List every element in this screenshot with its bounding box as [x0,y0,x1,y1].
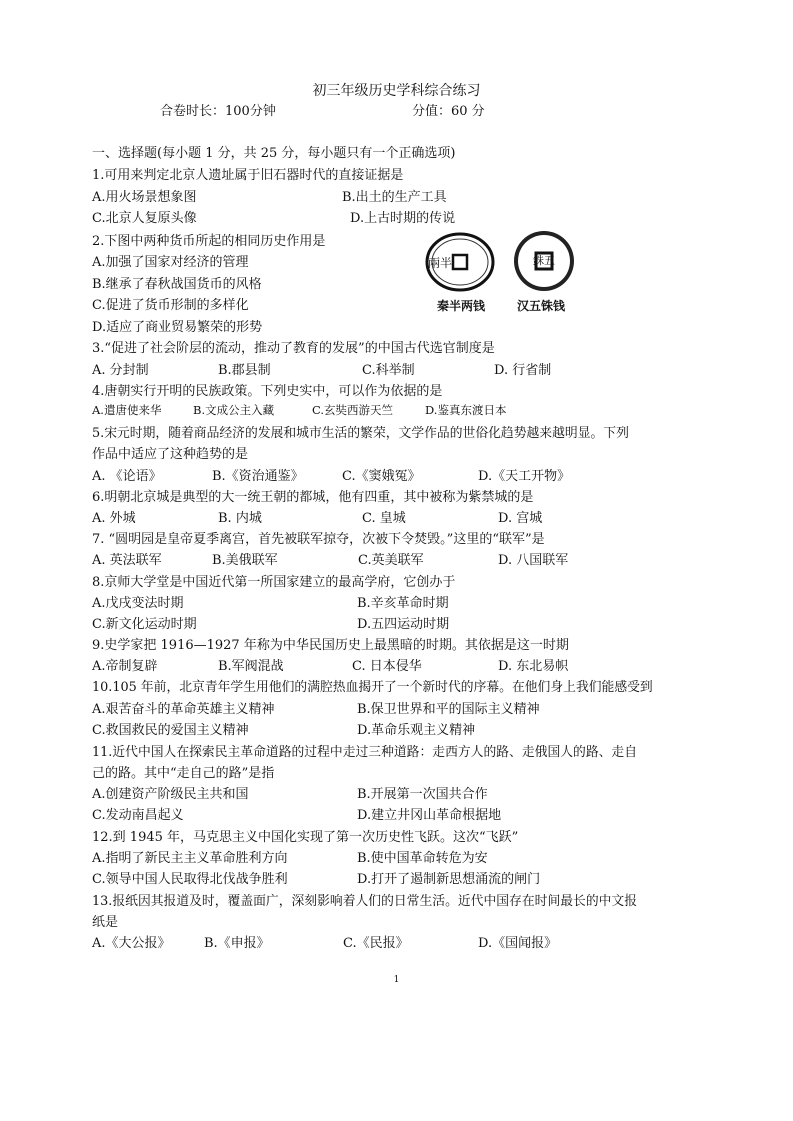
question-stem: 13.报纸因其报道及时，覆盖面广，深刻影响着人们的日常生活。近代中国存在时间最长的中文报 [92,894,638,909]
qin-banliang-coin-image [425,232,495,292]
question-stem: 5.宋元时期，随着商品经济的发展和城市生活的繁荣，文学作品的世俗化趋势越来越明显。下列 [92,426,629,441]
option-b: B.使中国革命转危为安 [357,851,488,866]
option-c: C.发动南昌起义 [92,808,184,823]
option-b: B.美俄联军 [212,553,278,568]
option-b: B.开展第一次国共合作 [357,787,488,802]
option-c: C.英美联军 [358,553,424,568]
option-d: D.革命乐观主义精神 [357,723,476,738]
option-a: A. 《论语》 [92,469,162,484]
option-d: D.《天工开物》 [478,469,571,484]
coin-char-left: 兩半 [427,256,453,270]
han-wuzhu-coin-image [512,230,576,292]
option-a: A.指明了新民主主义革命胜利方向 [92,851,288,866]
option-a: A.帝制复辟 [92,659,158,674]
option-c: C. 皇城 [362,511,406,526]
option-d: D.建立井冈山革命根据地 [357,808,502,823]
option-c: C.促进了货币形制的多样化 [92,298,249,313]
page-title: 初三年级历史学科综合练习 [312,83,481,99]
option-b: B.辛亥革命时期 [357,596,449,611]
option-b: B.出土的生产工具 [342,190,447,205]
coin-char-right: 銖五 [533,254,555,267]
option-c: C.《民报》 [343,936,409,951]
question-stem: 2.下图中两种货币所起的相同历史作用是 [92,234,326,249]
option-a: A. 外城 [92,511,136,526]
option-a: A.《大公报》 [92,936,171,951]
question-stem-cont: 己的路。其中“走自己的路”是指 [92,766,275,781]
question-stem: 4.唐朝实行开明的民族政策。下列史实中，可以作为依据的是 [92,384,443,399]
question-stem-cont: 作品中适应了这种趋势的是 [92,447,249,462]
option-a: A.加强了国家对经济的管理 [92,255,249,270]
option-d: D. 行省制 [494,363,552,378]
option-a: A. 英法联军 [92,553,162,568]
option-b: B.郡县制 [218,363,271,378]
option-b: B.保卫世界和平的国际主义精神 [357,702,540,717]
option-c: C.科举制 [362,363,415,378]
option-b: B.继承了春秋战国货币的风格 [92,277,262,292]
option-d: D.打开了遏制新思想涌流的闸门 [357,872,541,887]
option-c: C. 日本侵华 [352,659,422,674]
question-stem: 8.京师大学堂是中国近代第一所国家建立的最高学府，它创办于 [92,575,456,590]
option-c: C.北京人复原头像 [92,211,197,226]
option-b: B.文成公主入藏 [193,403,275,417]
question-stem: 3.“促进了社会阶层的流动，推动了教育的发展”的中国古代选官制度是 [92,341,495,356]
option-c: C.玄奘西游天竺 [312,403,394,417]
option-d: D.鉴真东渡日本 [425,403,507,417]
question-stem: 6.明朝北京城是典型的大一统王朝的都城，他有四重，其中被称为紫禁城的是 [92,490,534,505]
question-stem: 7. “圆明园是皇帝夏季离宫，首先被联军掠夺，次被下令焚毁。”这里的“联军”是 [92,532,545,547]
coin-label-right: 汉五铢钱 [517,299,566,313]
option-c: C.《窦娥冤》 [342,469,421,484]
option-a: A.用火场景想象图 [92,190,197,205]
question-stem: 10.105 年前，北京青年学生用他们的满腔热血揭开了一个新时代的序幕。在他们身上我们能感受到 [92,680,653,695]
coin-label-left: 秦半两钱 [437,299,486,313]
option-d: D. 宫城 [498,511,543,526]
option-b: B.《申报》 [204,936,270,951]
option-b: B.军阀混战 [218,659,284,674]
option-d: D.五四运动时期 [357,617,450,632]
exam-score: 分值：60 分 [412,104,485,119]
option-d: D.上古时期的传说 [350,211,456,226]
section-heading: 一、选择题(每小题 1 分，共 25 分，每小题只有一个正确选项) [92,146,456,161]
option-a: A.创建资产阶级民主共和国 [92,787,249,802]
option-c: C.领导中国人民取得北伐战争胜利 [92,872,288,887]
question-stem: 1.可用来判定北京人遗址属于旧石器时代的直接证据是 [92,168,404,183]
option-a: A.遣唐使来华 [92,403,162,417]
option-d: D.适应了商业贸易繁荣的形势 [92,320,263,335]
exam-duration: 合卷时长：100分钟 [160,104,276,119]
question-stem: 11.近代中国人在探索民主革命道路的过程中走过三种道路：走西方人的路、走俄国人的路、走自 [92,745,638,760]
option-b: B. 内城 [218,511,262,526]
page-number: 1 [393,975,400,985]
option-c: C.新文化运动时期 [92,617,197,632]
option-d: D. 八国联军 [498,553,569,568]
option-d: D.《国闻报》 [478,936,558,951]
option-d: D. 东北易帜 [498,659,569,674]
option-a: A.戊戌变法时期 [92,596,184,611]
question-stem-cont: 纸是 [92,915,119,930]
question-stem: 9.史学家把 1916—1927 年称为中华民国历史上最黑暗的时期。其依据是这一时期 [92,638,569,653]
option-a: A. 分封制 [92,363,149,378]
option-c: C.救国救民的爱国主义精神 [92,723,249,738]
option-a: A.艰苦奋斗的革命英雄主义精神 [92,702,275,717]
question-stem: 12.到 1945 年，马克思主义中国化实现了第一次历史性飞跃。这次“飞跃” [92,830,519,845]
option-b: B.《资治通鉴》 [212,469,304,484]
